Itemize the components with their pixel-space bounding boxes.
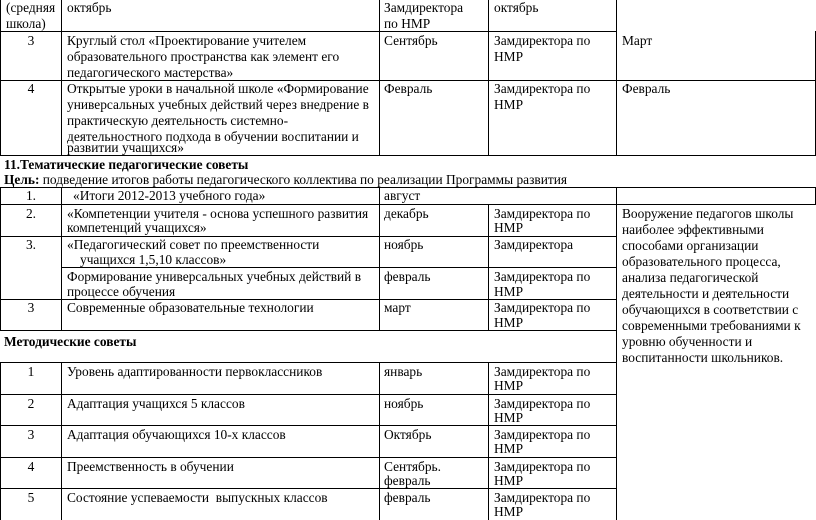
resp-line: Замдиректора по	[494, 33, 591, 48]
result-line: воспитанности школьников.	[622, 350, 784, 365]
result-cell: Февраль	[622, 81, 671, 96]
event-line: компетенций учащихся»	[67, 220, 207, 235]
event-cell: Уровень адаптированности первоклассников	[67, 364, 323, 379]
row-divider	[0, 330, 616, 331]
row-number: 5	[27, 490, 35, 505]
event-line: учащихся 1,5,10 классов»	[80, 252, 227, 267]
event-cell: Преемственность в обучении	[67, 459, 234, 474]
resp-line: Замдиректора по	[494, 206, 591, 221]
result-line: уровню обученности и	[622, 334, 753, 349]
time-cell: декабрь	[384, 206, 429, 221]
time-cell: январь	[384, 364, 423, 379]
resp-line: НМР	[494, 97, 524, 112]
section-title: 11.Тематические педагогические советы	[4, 157, 249, 172]
row-divider	[0, 31, 616, 32]
event-line: «Итоги 2012-2013 учебного года»	[73, 188, 266, 203]
column-divider	[488, 204, 489, 330]
result-line: анализа педагогической	[622, 270, 759, 285]
resp-line: НМР	[494, 441, 524, 456]
column-divider	[488, 362, 489, 520]
event-line: педагогического мастерства»	[67, 65, 234, 80]
row-divider	[0, 362, 616, 363]
row-divider	[0, 394, 616, 395]
resp-line: Замдиректора по	[494, 396, 591, 411]
top-time-line: Замдиректора	[384, 0, 464, 15]
resp-line: Замдиректора по	[494, 490, 591, 505]
column-divider	[61, 0, 62, 156]
time-cell: март	[384, 300, 411, 315]
event-line: развитии учащихся»	[67, 140, 184, 155]
time-line: Сентябрь.	[384, 459, 442, 474]
resp-line: Замдиректора по	[494, 81, 591, 96]
event-line: деятельностного подхода в обучении воспитании и	[67, 129, 359, 144]
row-number: 1	[27, 364, 35, 379]
row-number: 4	[27, 81, 35, 96]
column-divider	[616, 187, 617, 520]
resp-line: Замдиректора по	[494, 269, 591, 284]
goal-label: Цель:	[4, 172, 40, 187]
resp-line: Замдиректора по	[494, 364, 591, 379]
event-line: Современные образовательные технологии	[67, 300, 314, 315]
resp-line: НМР	[494, 504, 524, 519]
event-cell: Адаптация обучающихся 10-х классов	[67, 427, 286, 442]
column-divider	[488, 0, 489, 156]
time-cell: февраль	[384, 490, 431, 505]
time-cell: ноябрь	[384, 396, 424, 411]
time-cell: Октябрь	[384, 427, 432, 442]
row-divider	[0, 488, 616, 489]
top-num-line: (средняя	[6, 0, 56, 15]
event-cell: Состояние успеваемости выпускных классов	[67, 490, 328, 505]
top-resp-cell: октябрь	[494, 0, 539, 15]
row-number: 3	[27, 427, 35, 442]
time-cell: август	[384, 188, 421, 203]
event-line: Круглый стол «Проектирование учителем	[67, 33, 307, 48]
result-line: Вооружение педагогов школы	[622, 206, 794, 221]
resp-line: НМР	[494, 473, 524, 488]
top-time-line: по НМР	[384, 16, 431, 31]
column-divider	[379, 187, 380, 330]
row-number: 3	[27, 300, 35, 315]
event-line: практическую деятельность системно-	[67, 113, 289, 128]
resp-line: НМР	[494, 220, 524, 235]
event-line: образовательного пространства как элемент его	[67, 49, 340, 64]
resp-line: НМР	[494, 378, 524, 393]
event-cell: Адаптация учащихся 5 классов	[67, 396, 245, 411]
resp-line: Замдиректора по	[494, 459, 591, 474]
time-cell: Февраль	[384, 81, 433, 96]
time-cell: Сентябрь	[384, 33, 438, 48]
event-line: Формирование универсальных учебных действий в	[67, 269, 362, 284]
event-line: «Компетенции учителя - основа успешного развития	[67, 206, 369, 221]
result-line: современными требованиями к	[622, 318, 801, 333]
column-divider	[616, 0, 617, 156]
time-line: февраль	[384, 473, 431, 488]
row-number: 3	[27, 33, 35, 48]
row-number: 2	[27, 396, 35, 411]
resp-line: НМР	[494, 315, 524, 330]
result-line: наиболее эффективными	[622, 222, 764, 237]
column-divider	[379, 362, 380, 520]
top-num-line: школа)	[6, 16, 46, 31]
row-number: 1.	[25, 188, 37, 203]
resp-line: Замдиректора	[494, 237, 574, 252]
event-line: универсальных учебных действий через внедрение в	[67, 97, 369, 112]
row-divider	[0, 425, 616, 426]
row-number: 3.	[25, 237, 37, 252]
event-line: процессе обучения	[67, 284, 176, 299]
row-number: 2.	[25, 206, 37, 221]
result-line: способами организации	[622, 238, 759, 253]
event-line: «Педагогический совет по преемственности	[67, 237, 320, 252]
resp-line: Замдиректора по	[494, 427, 591, 442]
result-line: обучающихся в соответствии с	[622, 302, 799, 317]
result-cell: Март	[622, 33, 653, 48]
resp-line: НМР	[494, 49, 524, 64]
time-cell: ноябрь	[384, 237, 424, 252]
result-line: образовательного процесса,	[622, 254, 781, 269]
result-line: деятельности и деятельности	[622, 286, 790, 301]
goal-text: подведение итогов работы педагогического коллектива по реализации Программы развития	[39, 172, 568, 187]
column-divider	[0, 0, 1, 156]
resp-line: Замдиректора по	[494, 300, 591, 315]
top-event-cell: октябрь	[67, 0, 112, 15]
row-divider	[0, 457, 616, 458]
row-number: 4	[27, 459, 35, 474]
time-cell: февраль	[384, 269, 431, 284]
event-line: Открытые уроки в начальной школе «Формирование	[67, 81, 369, 96]
section-title: Методические советы	[4, 334, 137, 349]
resp-line: НМР	[494, 284, 524, 299]
section-goal	[4, 172, 567, 188]
column-divider	[379, 0, 380, 156]
resp-line: НМР	[494, 410, 524, 425]
